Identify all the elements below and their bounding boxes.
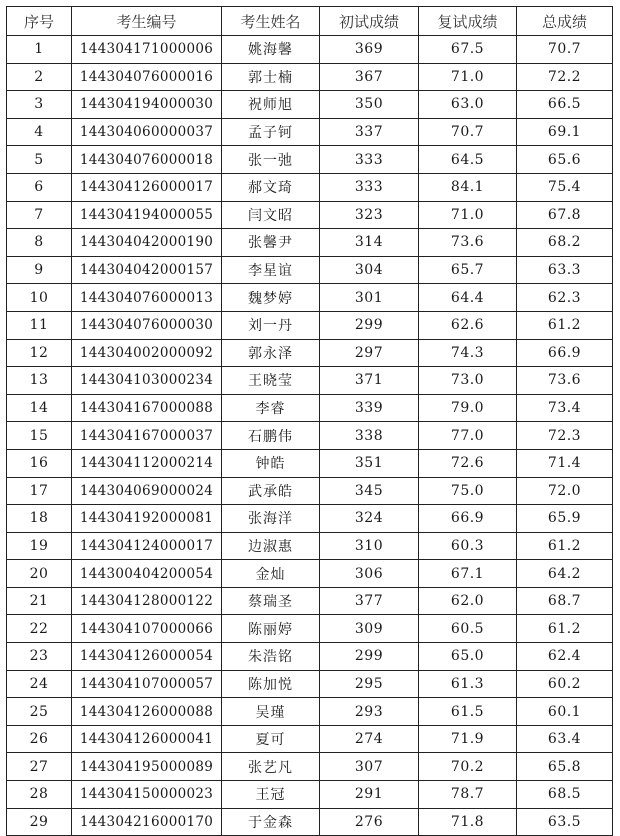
table-row xyxy=(7,36,613,64)
candidate-name-cell: 吴瑾 xyxy=(222,698,320,726)
retest-score-cell: 75.0 xyxy=(419,477,517,505)
candidate-name-cell: 金灿 xyxy=(222,560,320,588)
candidate-id-cell: 144304195000089 xyxy=(72,753,222,781)
candidate-id-cell: 144304107000057 xyxy=(72,670,222,698)
serial-cell: 27 xyxy=(7,753,72,781)
candidate-name-cell: 李星谊 xyxy=(222,256,320,284)
candidate-id-cell: 144304194000055 xyxy=(72,201,222,229)
candidate-id-cell: 144304171000006 xyxy=(72,36,222,64)
table-row xyxy=(7,394,613,422)
table-row xyxy=(7,311,613,339)
candidate-name-cell: 张艺凡 xyxy=(222,753,320,781)
total-score-cell: 70.7 xyxy=(517,36,613,64)
candidate-name-cell: 祝师旭 xyxy=(222,91,320,119)
candidate-id-cell: 144304060000037 xyxy=(72,118,222,146)
candidate-name-cell: 孟子钶 xyxy=(222,118,320,146)
serial-cell: 29 xyxy=(7,808,72,836)
initial-score-cell: 333 xyxy=(320,173,419,201)
candidate-id-cell: 144304167000088 xyxy=(72,394,222,422)
candidate-id-cell: 144304167000037 xyxy=(72,422,222,450)
total-score-cell: 68.5 xyxy=(517,781,613,809)
candidate-id-cell: 144304069000024 xyxy=(72,477,222,505)
initial-score-cell: 299 xyxy=(320,643,419,671)
candidate-id-cell: 144304076000030 xyxy=(72,311,222,339)
table-row xyxy=(7,753,613,781)
initial-score-cell: 351 xyxy=(320,449,419,477)
retest-score-cell: 62.0 xyxy=(419,587,517,615)
initial-score-cell: 306 xyxy=(320,560,419,588)
header-candidate-name: 考生姓名 xyxy=(222,7,320,36)
candidate-id-cell: 144304042000190 xyxy=(72,229,222,257)
table-row xyxy=(7,725,613,753)
total-score-cell: 72.2 xyxy=(517,63,613,91)
retest-score-cell: 71.0 xyxy=(419,63,517,91)
retest-score-cell: 64.4 xyxy=(419,284,517,312)
total-score-cell: 66.9 xyxy=(517,339,613,367)
serial-cell: 3 xyxy=(7,91,72,119)
header-candidate-id: 考生编号 xyxy=(72,7,222,36)
retest-score-cell: 74.3 xyxy=(419,339,517,367)
initial-score-cell: 274 xyxy=(320,725,419,753)
retest-score-cell: 79.0 xyxy=(419,394,517,422)
retest-score-cell: 60.3 xyxy=(419,532,517,560)
candidate-name-cell: 刘一丹 xyxy=(222,311,320,339)
table-row xyxy=(7,229,613,257)
total-score-cell: 75.4 xyxy=(517,173,613,201)
total-score-cell: 60.2 xyxy=(517,670,613,698)
candidate-name-cell: 姚海馨 xyxy=(222,36,320,64)
candidate-name-cell: 于金森 xyxy=(222,808,320,836)
total-score-cell: 65.8 xyxy=(517,753,613,781)
candidate-id-cell: 144304112000214 xyxy=(72,449,222,477)
table-row xyxy=(7,201,613,229)
candidate-name-cell: 武承皓 xyxy=(222,477,320,505)
initial-score-cell: 297 xyxy=(320,339,419,367)
total-score-cell: 60.1 xyxy=(517,698,613,726)
header-row xyxy=(7,7,613,36)
total-score-cell: 68.7 xyxy=(517,587,613,615)
serial-cell: 4 xyxy=(7,118,72,146)
header-serial: 序号 xyxy=(7,7,72,36)
initial-score-cell: 339 xyxy=(320,394,419,422)
total-score-cell: 69.1 xyxy=(517,118,613,146)
initial-score-cell: 304 xyxy=(320,256,419,284)
candidate-id-cell: 144304002000092 xyxy=(72,339,222,367)
table-row xyxy=(7,284,613,312)
retest-score-cell: 73.0 xyxy=(419,367,517,395)
candidate-id-cell: 144304076000016 xyxy=(72,63,222,91)
retest-score-cell: 71.9 xyxy=(419,725,517,753)
candidate-id-cell: 144304126000041 xyxy=(72,725,222,753)
retest-score-cell: 62.6 xyxy=(419,311,517,339)
table-row xyxy=(7,670,613,698)
serial-cell: 14 xyxy=(7,394,72,422)
table-body xyxy=(7,36,613,836)
serial-cell: 20 xyxy=(7,560,72,588)
table-row xyxy=(7,587,613,615)
total-score-cell: 73.4 xyxy=(517,394,613,422)
initial-score-cell: 345 xyxy=(320,477,419,505)
candidate-id-cell: 144304076000013 xyxy=(72,284,222,312)
serial-cell: 9 xyxy=(7,256,72,284)
header-initial-score: 初试成绩 xyxy=(320,7,419,36)
candidate-name-cell: 陈丽婷 xyxy=(222,615,320,643)
retest-score-cell: 66.9 xyxy=(419,505,517,533)
initial-score-cell: 307 xyxy=(320,753,419,781)
serial-cell: 17 xyxy=(7,477,72,505)
initial-score-cell: 299 xyxy=(320,311,419,339)
total-score-cell: 61.2 xyxy=(517,615,613,643)
table-row xyxy=(7,367,613,395)
initial-score-cell: 301 xyxy=(320,284,419,312)
candidate-name-cell: 石鹏伟 xyxy=(222,422,320,450)
serial-cell: 23 xyxy=(7,643,72,671)
candidate-id-cell: 144304128000122 xyxy=(72,587,222,615)
candidate-name-cell: 张一弛 xyxy=(222,146,320,174)
serial-cell: 21 xyxy=(7,587,72,615)
candidate-id-cell: 144304150000023 xyxy=(72,781,222,809)
candidate-name-cell: 张海洋 xyxy=(222,505,320,533)
total-score-cell: 73.6 xyxy=(517,367,613,395)
table-row xyxy=(7,477,613,505)
retest-score-cell: 77.0 xyxy=(419,422,517,450)
serial-cell: 8 xyxy=(7,229,72,257)
retest-score-cell: 67.1 xyxy=(419,560,517,588)
initial-score-cell: 291 xyxy=(320,781,419,809)
candidate-name-cell: 李睿 xyxy=(222,394,320,422)
candidate-name-cell: 张馨尹 xyxy=(222,229,320,257)
score-table xyxy=(6,6,613,836)
serial-cell: 10 xyxy=(7,284,72,312)
table-row xyxy=(7,449,613,477)
retest-score-cell: 67.5 xyxy=(419,36,517,64)
header-total-score: 总成绩 xyxy=(517,7,613,36)
candidate-id-cell: 144304076000018 xyxy=(72,146,222,174)
candidate-name-cell: 闫文昭 xyxy=(222,201,320,229)
retest-score-cell: 65.0 xyxy=(419,643,517,671)
retest-score-cell: 72.6 xyxy=(419,449,517,477)
serial-cell: 24 xyxy=(7,670,72,698)
candidate-id-cell: 144304126000088 xyxy=(72,698,222,726)
serial-cell: 16 xyxy=(7,449,72,477)
total-score-cell: 61.2 xyxy=(517,311,613,339)
candidate-name-cell: 边淑惠 xyxy=(222,532,320,560)
initial-score-cell: 324 xyxy=(320,505,419,533)
retest-score-cell: 73.6 xyxy=(419,229,517,257)
candidate-name-cell: 魏梦婷 xyxy=(222,284,320,312)
table-row xyxy=(7,560,613,588)
retest-score-cell: 84.1 xyxy=(419,173,517,201)
initial-score-cell: 309 xyxy=(320,615,419,643)
retest-score-cell: 71.0 xyxy=(419,201,517,229)
candidate-id-cell: 144304126000017 xyxy=(72,173,222,201)
total-score-cell: 65.9 xyxy=(517,505,613,533)
header-retest-score: 复试成绩 xyxy=(419,7,517,36)
table-row xyxy=(7,781,613,809)
table-row xyxy=(7,256,613,284)
initial-score-cell: 369 xyxy=(320,36,419,64)
total-score-cell: 62.4 xyxy=(517,643,613,671)
candidate-name-cell: 朱浩铭 xyxy=(222,643,320,671)
serial-cell: 2 xyxy=(7,63,72,91)
initial-score-cell: 377 xyxy=(320,587,419,615)
candidate-name-cell: 陈加悦 xyxy=(222,670,320,698)
total-score-cell: 65.6 xyxy=(517,146,613,174)
total-score-cell: 66.5 xyxy=(517,91,613,119)
retest-score-cell: 71.8 xyxy=(419,808,517,836)
table-row xyxy=(7,698,613,726)
total-score-cell: 71.4 xyxy=(517,449,613,477)
serial-cell: 28 xyxy=(7,781,72,809)
initial-score-cell: 314 xyxy=(320,229,419,257)
serial-cell: 22 xyxy=(7,615,72,643)
serial-cell: 15 xyxy=(7,422,72,450)
total-score-cell: 63.3 xyxy=(517,256,613,284)
serial-cell: 7 xyxy=(7,201,72,229)
serial-cell: 25 xyxy=(7,698,72,726)
total-score-cell: 61.2 xyxy=(517,532,613,560)
total-score-cell: 67.8 xyxy=(517,201,613,229)
candidate-id-cell: 144304194000030 xyxy=(72,91,222,119)
retest-score-cell: 65.7 xyxy=(419,256,517,284)
candidate-id-cell: 144304124000017 xyxy=(72,532,222,560)
serial-cell: 19 xyxy=(7,532,72,560)
initial-score-cell: 333 xyxy=(320,146,419,174)
initial-score-cell: 295 xyxy=(320,670,419,698)
candidate-name-cell: 郭永泽 xyxy=(222,339,320,367)
retest-score-cell: 70.2 xyxy=(419,753,517,781)
initial-score-cell: 293 xyxy=(320,698,419,726)
total-score-cell: 62.3 xyxy=(517,284,613,312)
initial-score-cell: 337 xyxy=(320,118,419,146)
table-row xyxy=(7,422,613,450)
serial-cell: 1 xyxy=(7,36,72,64)
initial-score-cell: 310 xyxy=(320,532,419,560)
table-row xyxy=(7,532,613,560)
initial-score-cell: 338 xyxy=(320,422,419,450)
total-score-cell: 63.5 xyxy=(517,808,613,836)
initial-score-cell: 367 xyxy=(320,63,419,91)
candidate-id-cell: 144300404200054 xyxy=(72,560,222,588)
candidate-id-cell: 144304126000054 xyxy=(72,643,222,671)
table-row xyxy=(7,173,613,201)
candidate-id-cell: 144304192000081 xyxy=(72,505,222,533)
retest-score-cell: 61.3 xyxy=(419,670,517,698)
initial-score-cell: 350 xyxy=(320,91,419,119)
candidate-id-cell: 144304103000234 xyxy=(72,367,222,395)
candidate-name-cell: 王晓莹 xyxy=(222,367,320,395)
table-row xyxy=(7,808,613,836)
total-score-cell: 63.4 xyxy=(517,725,613,753)
retest-score-cell: 61.5 xyxy=(419,698,517,726)
serial-cell: 12 xyxy=(7,339,72,367)
table-row xyxy=(7,643,613,671)
serial-cell: 6 xyxy=(7,173,72,201)
total-score-cell: 72.3 xyxy=(517,422,613,450)
table-row xyxy=(7,615,613,643)
total-score-cell: 68.2 xyxy=(517,229,613,257)
retest-score-cell: 60.5 xyxy=(419,615,517,643)
candidate-name-cell: 郭士楠 xyxy=(222,63,320,91)
initial-score-cell: 276 xyxy=(320,808,419,836)
table-row xyxy=(7,146,613,174)
candidate-name-cell: 蔡瑞圣 xyxy=(222,587,320,615)
candidate-id-cell: 144304216000170 xyxy=(72,808,222,836)
initial-score-cell: 371 xyxy=(320,367,419,395)
serial-cell: 13 xyxy=(7,367,72,395)
table-row xyxy=(7,505,613,533)
retest-score-cell: 70.7 xyxy=(419,118,517,146)
retest-score-cell: 64.5 xyxy=(419,146,517,174)
candidate-name-cell: 夏可 xyxy=(222,725,320,753)
table-row xyxy=(7,118,613,146)
serial-cell: 5 xyxy=(7,146,72,174)
candidate-id-cell: 144304042000157 xyxy=(72,256,222,284)
candidate-id-cell: 144304107000066 xyxy=(72,615,222,643)
initial-score-cell: 323 xyxy=(320,201,419,229)
table-row xyxy=(7,91,613,119)
table-row xyxy=(7,339,613,367)
candidate-name-cell: 王冠 xyxy=(222,781,320,809)
total-score-cell: 72.0 xyxy=(517,477,613,505)
serial-cell: 18 xyxy=(7,505,72,533)
candidate-name-cell: 钟皓 xyxy=(222,449,320,477)
candidate-name-cell: 郝文琦 xyxy=(222,173,320,201)
total-score-cell: 64.2 xyxy=(517,560,613,588)
serial-cell: 26 xyxy=(7,725,72,753)
retest-score-cell: 78.7 xyxy=(419,781,517,809)
table-row xyxy=(7,63,613,91)
serial-cell: 11 xyxy=(7,311,72,339)
retest-score-cell: 63.0 xyxy=(419,91,517,119)
